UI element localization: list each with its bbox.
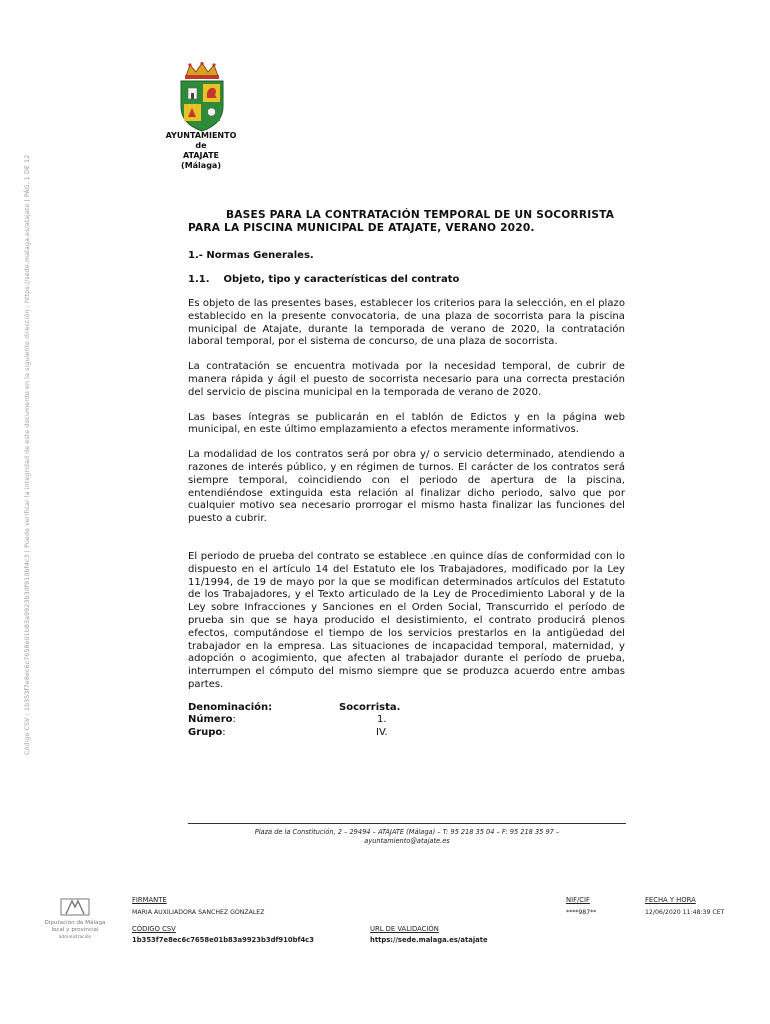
logo-line-3: administración	[58, 935, 92, 940]
numero-label-wrap	[188, 714, 236, 727]
job-row-denominacion	[188, 702, 625, 715]
footer-divider	[188, 823, 626, 824]
header-line-malaga: (Málaga)	[181, 161, 221, 170]
footer-address-line: Plaza de la Constitución, 2 – 29494 – ATAJATE (Málaga) – T: 95 218 35 04 – F: 95 218 35 97 –	[254, 828, 560, 836]
paragraph-2: La contratación se encuentra motivada por la necesidad temporal, de cubrir de manera rápida y ágil el puesto de socorrista necesario para una correcta prestación del servicio de piscina municipal en la temporada de verano de 2020.	[188, 361, 625, 398]
url-value[interactable]: https://sede.malaga.es/atajate	[370, 936, 488, 944]
side-csv-text: Código CSV : 1b353f7e8ec6c7658e01b83a9923b3df910bf4c3 | Puede verificar la integridad de este documento en la siguiente dirección : https://sede.malaga.es/atajate | PÁG. 1 DE 12	[24, 154, 31, 755]
fecha-label: FECHA Y HORA	[645, 896, 696, 904]
grupo-value: IV.	[376, 726, 388, 738]
grupo-label: Grupo	[188, 726, 223, 738]
header-line-atajate: ATAJATE	[182, 151, 220, 160]
document-body	[188, 209, 625, 739]
paragraph-1: Es objeto de las presentes bases, establecer los criterios para la selección, en el plazo establecido en la presente convocatoria, de una plaza de socorrista para la piscina municipal de Atajate, durante la temporada de verano de 2020, la contratación laboral temporal, por el sistema de concurso, de una plaza de socorrista.	[188, 298, 625, 348]
grupo-colon: :	[222, 726, 226, 738]
numero-label: Número	[188, 714, 233, 726]
nif-value: ****987**	[566, 909, 597, 916]
denominacion-label: Denominación:	[188, 701, 273, 713]
header-line-ayuntamiento: AYUNTAMIENTO	[165, 131, 237, 140]
paragraph-5: El periodo de prueba del contrato se establece .en quince días de conformidad con lo dispuesto en el artículo 14 del Estatuto ele los Trabajadores, modificado por la Ley 11/1994, de 19 de mayo por la que se modifican determinados artículos del Estatuto de los Trabajadores, y el Texto articulado de la Ley de Procedimiento Laboral y de la Ley sobre Infracciones y Sanciones en el Orden Social, Transcurrido el período de prueba sin que se haya producido el desistimiento, el contrato producirá plenos efectos, computándose el tiempo de los servicios prestarlos en la antigüedad del trabajador en la empresa. Las situaciones de incapacidad temporal, maternidad, y adopción o acogimiento, que afecten al trabajador durante el período de prueba, interrumpen el cómputo del mismo siempre que se produzca acuerdo entre ambas partes.	[188, 550, 625, 690]
csv-label: CÓDIGO CSV	[132, 925, 176, 933]
job-row-numero	[188, 714, 625, 727]
paragraph-3: Las bases íntegras se publicarán en el tablón de Edictos y en la página web municipal, en este último emplazamiento a efectos meramente informativos.	[188, 411, 625, 436]
title-line-1: BASES PARA LA CONTRATACIÓN TEMPORAL DE UN SOCORRISTA	[226, 209, 615, 221]
subsection-title: Objeto, tipo y características del contrato	[223, 274, 460, 285]
coat-of-arms-logo	[176, 62, 228, 132]
title-line-2: PARA LA PISCINA MUNICIPAL DE ATAJATE, VERANO 2020.	[188, 222, 535, 234]
job-details	[188, 702, 625, 740]
signature-emblem-icon	[60, 898, 90, 916]
job-row-grupo	[188, 727, 625, 740]
firmante-value: MARIA AUXILIADORA SANCHEZ GONZALEZ	[132, 909, 265, 916]
url-label: URL DE VALIDACIÓN	[370, 925, 439, 933]
municipality-header	[150, 131, 252, 171]
subsection-number: 1.1.	[188, 274, 210, 285]
firmante-label: FIRMANTE	[132, 896, 167, 904]
logo-line-2: local y provincial	[51, 927, 99, 933]
grupo-label-wrap	[188, 727, 226, 740]
fecha-value: 12/06/2020 11:48:39 CET	[645, 909, 725, 916]
nif-label: NIF/CIF	[566, 896, 590, 904]
signature-logo	[38, 898, 112, 946]
document-title	[188, 209, 625, 235]
csv-value[interactable]: 1b353f7e8ec6c7658e01b83a9923b3df910bf4c3	[132, 936, 314, 944]
numero-colon: :	[232, 714, 236, 726]
subsection-heading	[188, 273, 625, 286]
header-line-de: de	[195, 141, 207, 150]
footer-address	[188, 828, 626, 846]
numero-value: 1.	[377, 714, 387, 726]
logo-line-1: Diputación de Málaga	[44, 920, 106, 926]
footer-email[interactable]: ayuntamiento@atajate.es	[364, 837, 450, 845]
paragraph-4: La modalidad de los contratos será por obra y/ o servicio determinado, atendiendo a razones de interés público, y en régimen de turnos. El carácter de los contratos será siempre temporal, coincidiendo con el periodo de apertura de la piscina, entendiéndose extinguida esta relación al finalizar dicho periodo, salvo que por cualquier motivo sea necesario prorrogar el mismo hasta finalizar las funciones del puesto a cubrir.	[188, 449, 625, 525]
section-heading: 1.- Normas Generales.	[188, 250, 314, 261]
denominacion-value: Socorrista.	[339, 701, 401, 713]
